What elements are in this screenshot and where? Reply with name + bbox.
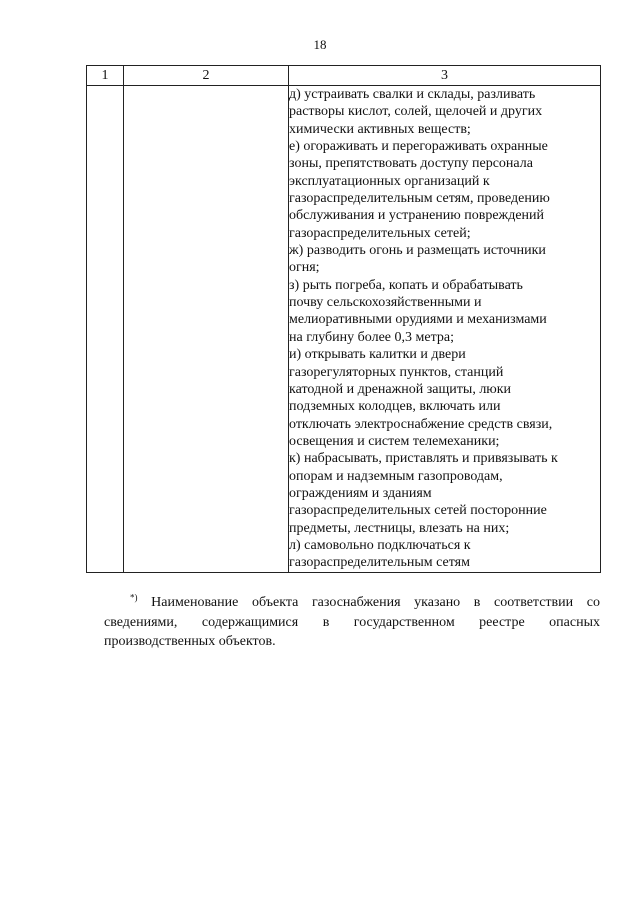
text-line: обслуживания и устранению повреждений — [289, 208, 545, 224]
table-cell-col1 — [87, 86, 124, 573]
table-row — [87, 86, 601, 573]
text-line: опорам и надземным газопроводам, — [289, 468, 503, 484]
text-line: е) огораживать и перегораживать охранные — [289, 139, 548, 155]
table-cell-col2 — [124, 86, 289, 573]
footnote-text: Наименование объекта газоснабжения указано в соответствии со — [151, 595, 600, 610]
text-line: зоны, препятствовать доступу персонала — [289, 156, 533, 172]
text-line: к) набрасывать, приставлять и привязывать к — [289, 451, 558, 467]
table-header-row — [87, 66, 601, 86]
text-line: растворы кислот, солей, щелочей и других — [289, 104, 543, 120]
footnote — [104, 593, 600, 652]
text-line: подземных колодцев, включать или — [289, 399, 501, 415]
text-line: катодной и дренажной защиты, люки — [289, 381, 512, 397]
text-line: газораспределительным сетям — [289, 555, 470, 571]
text-line: ограждениям и зданиям — [289, 485, 432, 501]
column-header-3: 3 — [289, 66, 601, 86]
text-line: мелиоративными орудиями и механизмами — [289, 312, 547, 328]
text-line: газораспределительным сетям, проведению — [289, 191, 550, 207]
column-header-1: 1 — [87, 66, 124, 86]
text-line: почву сельскохозяйственными и — [289, 295, 482, 311]
text-line: и) открывать калитки и двери — [289, 347, 466, 363]
text-line: газорегуляторных пунктов, станций — [289, 364, 504, 380]
text-line: газораспределительных сетей; — [289, 225, 471, 241]
text-line: ж) разводить огонь и размещать источники — [289, 243, 546, 259]
text-line: газораспределительных сетей посторонние — [289, 503, 547, 519]
footnote-line-1 — [104, 593, 600, 613]
text-line: химически активных веществ; — [289, 121, 471, 137]
footnote-marker: *) — [130, 592, 138, 603]
page-number: 18 — [313, 37, 327, 52]
text-line: отключать электроснабжение средств связи, — [289, 416, 553, 432]
text-line: огня; — [289, 260, 320, 276]
text-line: л) самовольно подключаться к — [289, 537, 471, 553]
footnote-line-2: сведениями, содержащимися в государственном реестре опасных — [104, 614, 600, 630]
text-line: д) устраивать свалки и склады, разливать — [289, 87, 536, 102]
footnote-line-3: производственных объектов. — [104, 634, 276, 649]
text-line: эксплуатационных организаций к — [289, 173, 490, 189]
text-line: на глубину более 0,3 метра; — [289, 329, 454, 345]
column-header-2: 2 — [124, 66, 289, 86]
text-line: предметы, лестницы, влезать на них; — [289, 520, 510, 536]
text-line: освещения и систем телемеханики; — [289, 433, 500, 449]
table-cell-col3 — [289, 86, 601, 573]
requirements-table — [86, 65, 601, 573]
text-line: з) рыть погреба, копать и обрабатывать — [289, 277, 523, 293]
